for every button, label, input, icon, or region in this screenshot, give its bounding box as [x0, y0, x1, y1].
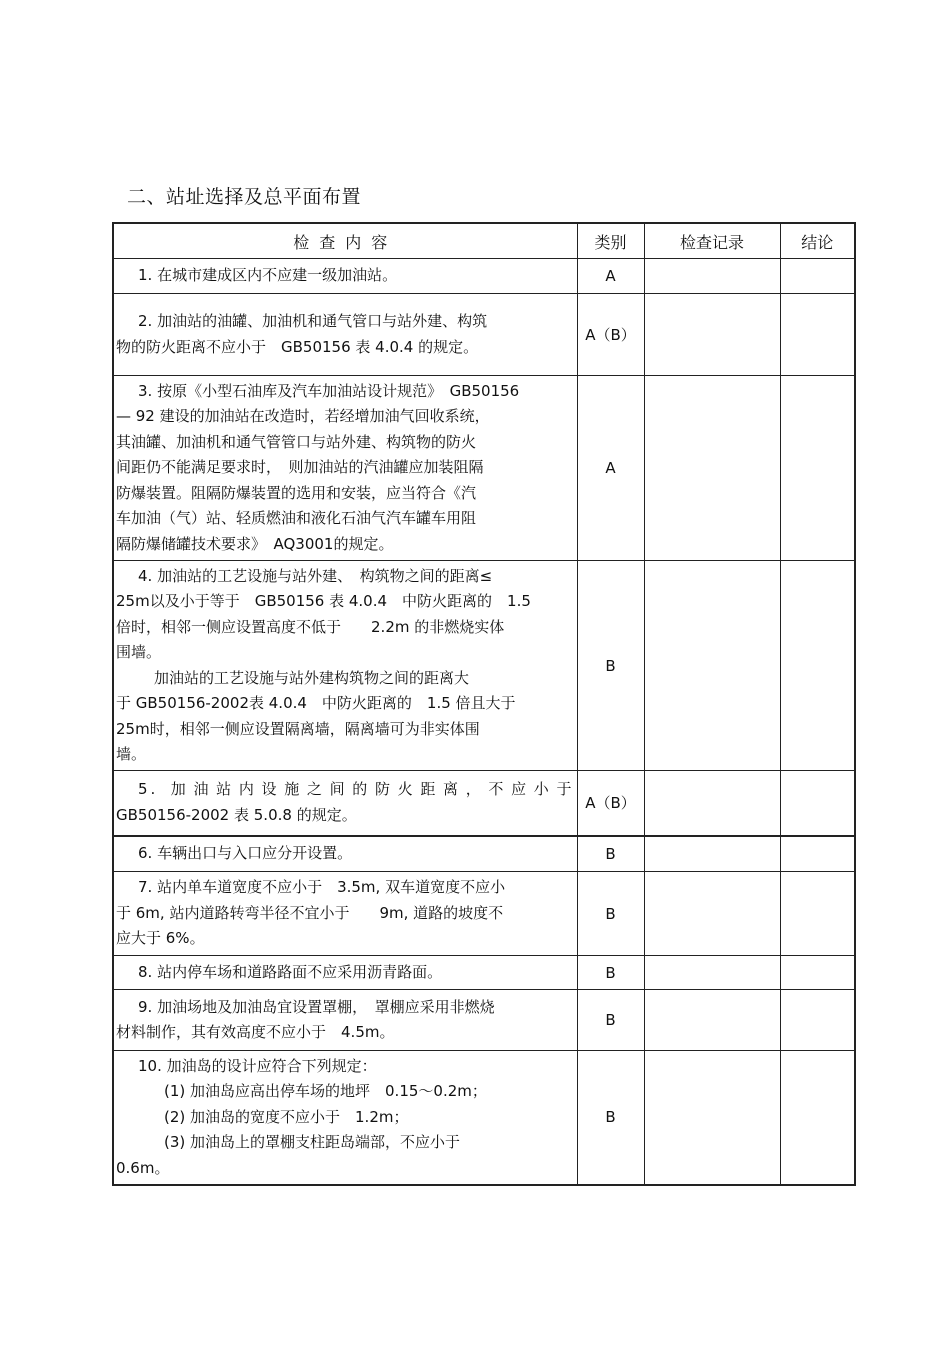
record-cell[interactable] — [644, 561, 780, 771]
row-content — [113, 872, 577, 956]
content-line: 倍时，相邻一侧应设置高度不低于 2.2m 的非燃烧实体 — [116, 617, 505, 636]
row-content — [113, 836, 577, 872]
content-line: 车加油（气）站、轻质燃油和液化石油气汽车罐车用阻 — [116, 509, 477, 528]
content-line: (1) 加油岛应高出停车场的地坪 0.15～0.2m； — [164, 1082, 487, 1100]
content-line: 8. 站内停车场和道路路面不应采用沥青路面。 — [138, 962, 443, 981]
content-line: 墙。 — [116, 745, 147, 763]
content-line: (3) 加油岛上的罩棚支柱距岛端部，不应小于 — [164, 1133, 461, 1151]
content-line: — 92 建设的加油站在改造时，若经增加油气回收系统， — [116, 407, 490, 426]
content-line: 2. 加油站的油罐、加油机和通气管口与站外建、构筑 — [138, 312, 488, 330]
table-row — [113, 990, 855, 1051]
content-line: 于 6m, 站内道路转弯半径不宜小于 9m, 道路的坡度不 — [116, 903, 504, 922]
row-content — [113, 990, 577, 1051]
row-content — [113, 259, 577, 294]
inspection-table — [112, 222, 856, 1186]
content-line: 4. 加油站的工艺设施与站外建、 构筑物之间的距离≤ — [138, 566, 493, 585]
content-line: 围墙。 — [116, 643, 162, 661]
row-category: A（B） — [577, 771, 644, 836]
content-line: 其油罐、加油机和通气管管口与站外建、构筑物的防火 — [116, 432, 477, 451]
record-cell[interactable] — [644, 1051, 780, 1185]
table-row — [113, 259, 855, 294]
content-line: 9. 加油场地及加油岛宜设置罩棚， 罩棚应采用非燃烧 — [138, 997, 495, 1016]
row-content — [113, 771, 577, 836]
table-row — [113, 872, 855, 956]
record-cell[interactable] — [644, 771, 780, 836]
table-header-row — [113, 223, 855, 259]
row-category: A — [577, 259, 644, 294]
row-content — [113, 561, 577, 771]
table-row — [113, 956, 855, 990]
conclusion-cell[interactable] — [780, 294, 855, 376]
content-line: 7. 站内单车道宽度不应小于 3.5m, 双车道宽度不应小 — [138, 878, 506, 897]
record-cell[interactable] — [644, 376, 780, 561]
table-row — [113, 294, 855, 376]
conclusion-cell[interactable] — [780, 990, 855, 1051]
content-line: (2) 加油岛的宽度不应小于 1.2m； — [164, 1107, 409, 1126]
row-content — [113, 294, 577, 376]
conclusion-cell[interactable] — [780, 1051, 855, 1185]
conclusion-cell[interactable] — [780, 771, 855, 836]
content-line: 加油站的工艺设施与站外建构筑物之间的距离大 — [154, 668, 470, 687]
header-conclusion: 结论 — [780, 223, 855, 259]
row-category: B — [577, 1051, 644, 1185]
table-row — [113, 836, 855, 872]
conclusion-cell[interactable] — [780, 836, 855, 872]
row-category: B — [577, 956, 644, 990]
record-cell[interactable] — [644, 956, 780, 990]
content-line: 25m以及小于等于 GB50156 表 4.0.4 中防火距离的 1.5 — [116, 592, 531, 610]
row-category: A（B） — [577, 294, 644, 376]
record-cell[interactable] — [644, 836, 780, 872]
conclusion-cell[interactable] — [780, 376, 855, 561]
row-category: B — [577, 836, 644, 872]
header-record: 检查记录 — [644, 223, 780, 259]
content-line: 0.6m。 — [116, 1158, 170, 1177]
content-line: 1. 在城市建成区内不应建一级加油站。 — [138, 266, 398, 285]
content-line: 6. 车辆出口与入口应分开设置。 — [138, 844, 353, 862]
row-content — [113, 376, 577, 561]
content-line: 25m时，相邻一侧应设置隔离墙，隔离墙可为非实体围 — [116, 719, 480, 738]
content-line: GB50156-2002 表 5.0.8 的规定。 — [116, 805, 357, 824]
record-cell[interactable] — [644, 294, 780, 376]
header-content: 检查内容 — [113, 223, 577, 259]
row-category: B — [577, 990, 644, 1051]
record-cell[interactable] — [644, 990, 780, 1051]
content-line: 防爆装置。阻隔防爆装置的选用和安装，应当符合《汽 — [116, 483, 477, 502]
row-content — [113, 956, 577, 990]
table-row — [113, 1051, 855, 1185]
content-line: 5. 加油站内设施之间的防火距离，不应小于 — [138, 780, 575, 799]
header-category: 类别 — [577, 223, 644, 259]
section-title: 二、站址选择及总平面布置 — [127, 186, 362, 208]
row-category: B — [577, 561, 644, 771]
conclusion-cell[interactable] — [780, 561, 855, 771]
table-row — [113, 771, 855, 836]
row-category: A — [577, 376, 644, 561]
content-line: 物的防火距离不应小于 GB50156 表 4.0.4 的规定。 — [116, 337, 479, 356]
conclusion-cell[interactable] — [780, 872, 855, 956]
record-cell[interactable] — [644, 872, 780, 956]
record-cell[interactable] — [644, 259, 780, 294]
content-line: 隔防爆储罐技术要求》 AQ3001的规定。 — [116, 534, 394, 553]
content-line: 材料制作，其有效高度不应小于 4.5m。 — [116, 1023, 395, 1041]
content-line: 应大于 6%。 — [116, 929, 205, 948]
table-row — [113, 561, 855, 771]
content-line: 3. 按原《小型石油库及汽车加油站设计规范》 GB50156 — [138, 381, 520, 400]
row-category: B — [577, 872, 644, 956]
conclusion-cell[interactable] — [780, 956, 855, 990]
content-line: 间距仍不能满足要求时， 则加油站的汽油罐应加装阻隔 — [116, 458, 484, 477]
row-content — [113, 1051, 577, 1185]
conclusion-cell[interactable] — [780, 259, 855, 294]
content-line: 于 GB50156-2002表 4.0.4 中防火距离的 1.5 倍且大于 — [116, 694, 516, 712]
table-row — [113, 376, 855, 561]
content-line: 10. 加油岛的设计应符合下列规定： — [138, 1056, 377, 1075]
